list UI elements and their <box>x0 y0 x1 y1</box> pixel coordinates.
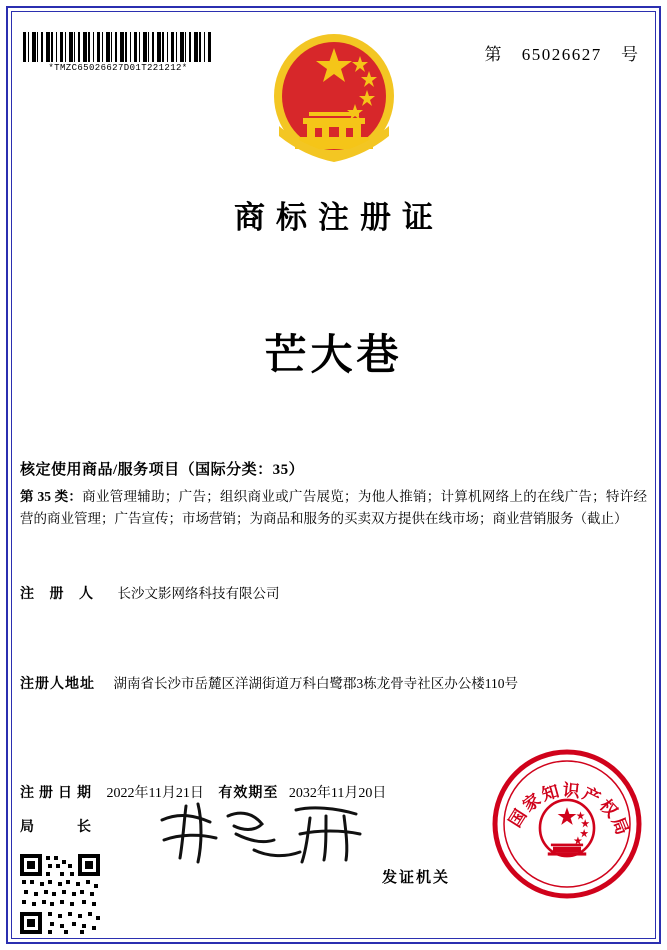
svg-text:国家知识产权局: 国家知识产权局 <box>505 780 633 840</box>
goods-list <box>20 486 647 530</box>
qr-code-icon <box>18 852 102 936</box>
valid-until-label: 有效期至 <box>218 786 279 801</box>
goods-class-label: 第 35 类： <box>20 489 83 504</box>
barcode-text: *TMZC65026627D01T221212* <box>48 63 188 73</box>
director-row <box>20 816 96 836</box>
registrant-address-field <box>20 672 647 693</box>
barcode-block <box>20 32 216 73</box>
national-emblem-icon <box>259 26 409 176</box>
page-title: 商标注册证 <box>234 200 444 235</box>
serial-suffix: 号 <box>621 45 639 64</box>
goods-items: 商业管理辅助；广告；组织商业或广告展览；为他人推销；计算机网络上的在线广告；特许经营的商业管理；广告宣传；市场营销；为商品和服务的买卖双方提供在线市场；商业营销服务（截止） <box>20 489 648 526</box>
registrant-field <box>20 582 647 603</box>
registrant-address-value: 湖南省长沙市岳麓区洋湖街道万科白鹭郡3栋龙骨寺社区办公楼110号 <box>113 676 518 691</box>
trademark-name: 芒大巷 <box>264 333 403 379</box>
official-seal-icon <box>491 748 643 900</box>
barcode-icon <box>23 32 213 62</box>
registration-date-label: 注册日期 <box>20 786 96 801</box>
issuer-label: 发证机关 <box>382 870 451 886</box>
dates-row <box>20 782 396 802</box>
goods-heading <box>20 458 647 479</box>
director-signature-icon <box>150 800 380 870</box>
goods-heading-label: 核定使用商品/服务项目（国际分类：35） <box>20 462 305 478</box>
registration-date-value: 2022年11月21日 <box>106 786 204 801</box>
director-label: 局 长 <box>20 820 96 835</box>
registrant-value: 长沙文影网络科技有限公司 <box>117 586 280 601</box>
valid-until-value: 2032年11月20日 <box>288 786 387 801</box>
registrant-label: 注 册 人 <box>20 587 99 602</box>
serial-number <box>485 40 640 65</box>
registrant-address-label: 注册人地址 <box>20 677 95 692</box>
serial-prefix: 第 <box>484 45 503 64</box>
serial-value: 65026627 <box>521 45 602 64</box>
